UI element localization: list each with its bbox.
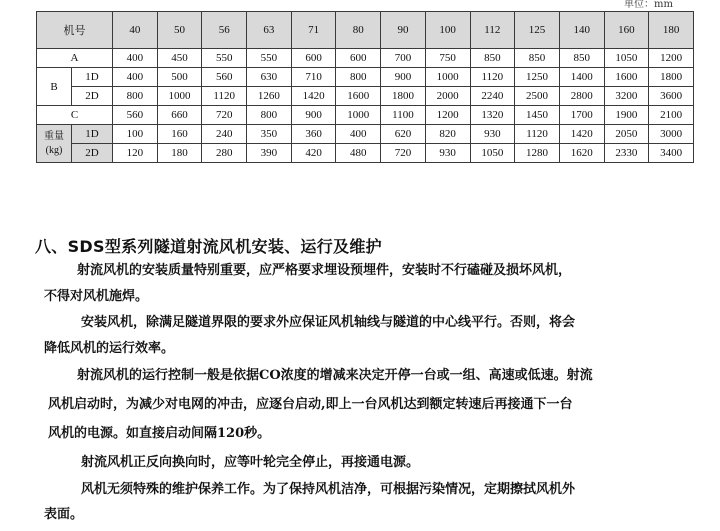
table-cell: 560 (113, 106, 158, 125)
table-cell: 3400 (649, 144, 694, 163)
table-cell: 1700 (559, 106, 604, 125)
size-cell: 71 (291, 12, 336, 49)
table-cell: 390 (247, 144, 292, 163)
table-cell: 1900 (604, 106, 649, 125)
table-cell: 400 (113, 49, 158, 68)
row-label-c: C (37, 106, 113, 125)
table-cell: 850 (470, 49, 515, 68)
table-row-b-2d (37, 87, 694, 106)
table-cell: 180 (157, 144, 202, 163)
table-cell: 2330 (604, 144, 649, 163)
table-cell: 900 (381, 68, 426, 87)
size-cell: 160 (604, 12, 649, 49)
paragraph-line: 射流风机的运行控制一般是依据CO浓度的增减来决定开停一台或一组、高速或低速。射流 (77, 368, 593, 383)
table-cell: 1000 (157, 87, 202, 106)
table-cell: 850 (559, 49, 604, 68)
table-cell: 350 (247, 125, 292, 144)
table-cell: 400 (113, 68, 158, 87)
row-label-a: A (37, 49, 113, 68)
table-cell: 1280 (515, 144, 560, 163)
size-cell: 56 (202, 12, 247, 49)
table-cell: 600 (291, 49, 336, 68)
table-cell: 1420 (559, 125, 604, 144)
table-cell: 930 (470, 125, 515, 144)
table-cell: 820 (425, 125, 470, 144)
table-cell: 1800 (649, 68, 694, 87)
row-label-weight (37, 125, 72, 163)
table-cell: 1200 (425, 106, 470, 125)
paragraph-line: 风机启动时，为减少对电网的冲击，应逐台启动,即上一台风机达到额定转速后再接通下一台 (48, 397, 573, 412)
table-cell: 720 (381, 144, 426, 163)
paragraph-line: 风机的电源。如直接启动间隔120秒。 (48, 426, 271, 441)
paragraph-line: 风机无须特殊的维护保养工作。为了保持风机洁净，可根据污染情况，定期擦拭风机外 (81, 482, 576, 497)
table-cell: 2500 (515, 87, 560, 106)
table-row-b-1d (37, 68, 694, 87)
table-cell: 630 (247, 68, 292, 87)
table-cell: 420 (291, 144, 336, 163)
table-row-weight-2d (37, 144, 694, 163)
table-cell: 1050 (604, 49, 649, 68)
table-cell: 720 (202, 106, 247, 125)
size-cell: 100 (425, 12, 470, 49)
table-cell: 750 (425, 49, 470, 68)
table-cell: 450 (157, 49, 202, 68)
table-cell: 480 (336, 144, 381, 163)
table-cell: 1120 (515, 125, 560, 144)
table-row-c (37, 106, 694, 125)
table-cell: 1450 (515, 106, 560, 125)
paragraph-line: 射流风机的安装质量特别重要，应严格要求埋设预埋件，安装时不行磕碰及损坏风机， (77, 263, 572, 278)
sub-label: 2D (72, 87, 113, 106)
header-label: 机号 (37, 12, 113, 49)
table-cell: 1120 (470, 68, 515, 87)
table-cell: 1100 (381, 106, 426, 125)
paragraph-line: 不得对风机施焊。 (44, 289, 149, 304)
table-row-a (37, 49, 694, 68)
table-cell: 3600 (649, 87, 694, 106)
size-cell: 40 (113, 12, 158, 49)
table-cell: 560 (202, 68, 247, 87)
table-cell: 850 (515, 49, 560, 68)
row-label-b: B (37, 68, 72, 106)
table-cell: 1000 (425, 68, 470, 87)
table-cell: 2100 (649, 106, 694, 125)
table-cell: 3200 (604, 87, 649, 106)
table-header-row (37, 12, 694, 49)
table-cell: 800 (247, 106, 292, 125)
size-cell: 63 (247, 12, 292, 49)
weight-unit: (kg) (45, 144, 63, 156)
table-cell: 550 (247, 49, 292, 68)
table-cell: 660 (157, 106, 202, 125)
table-cell: 1000 (336, 106, 381, 125)
table-cell: 2800 (559, 87, 604, 106)
table-cell: 900 (291, 106, 336, 125)
table-row-weight-1d (37, 125, 694, 144)
table-cell: 1320 (470, 106, 515, 125)
table-cell: 500 (157, 68, 202, 87)
size-cell: 90 (381, 12, 426, 49)
table-cell: 120 (113, 144, 158, 163)
size-cell: 125 (515, 12, 560, 49)
table-cell: 1620 (559, 144, 604, 163)
size-cell: 80 (336, 12, 381, 49)
table-cell: 930 (425, 144, 470, 163)
sub-label: 1D (72, 68, 113, 87)
table-cell: 1800 (381, 87, 426, 106)
table-cell: 3000 (649, 125, 694, 144)
table-cell: 2050 (604, 125, 649, 144)
sub-label: 1D (72, 125, 113, 144)
table-cell: 1120 (202, 87, 247, 106)
section-title: 八、SDS型系列隧道射流风机安装、运行及维护 (35, 237, 382, 256)
paragraph-line: 射流风机正反向换向时，应等叶轮完全停止，再接通电源。 (81, 455, 420, 470)
table-cell: 1260 (247, 87, 292, 106)
unit-label: 单位：mm (624, 0, 673, 10)
table-cell: 1400 (559, 68, 604, 87)
table-cell: 1050 (470, 144, 515, 163)
size-cell: 180 (649, 12, 694, 49)
size-cell: 140 (559, 12, 604, 49)
size-cell: 112 (470, 12, 515, 49)
paragraph-line: 表面。 (44, 507, 84, 522)
table-cell: 800 (113, 87, 158, 106)
table-cell: 800 (336, 68, 381, 87)
table-cell: 100 (113, 125, 158, 144)
table-cell: 600 (336, 49, 381, 68)
table-cell: 160 (157, 125, 202, 144)
table-cell: 1250 (515, 68, 560, 87)
paragraph-line: 安装风机，除满足隧道界限的要求外应保证风机轴线与隧道的中心线平行。否则，将会 (81, 315, 576, 330)
table-cell: 280 (202, 144, 247, 163)
table-cell: 550 (202, 49, 247, 68)
table-cell: 1600 (604, 68, 649, 87)
size-cell: 50 (157, 12, 202, 49)
table-cell: 710 (291, 68, 336, 87)
sub-label: 2D (72, 144, 113, 163)
table-cell: 1200 (649, 49, 694, 68)
table-cell: 240 (202, 125, 247, 144)
weight-label: 重量 (44, 130, 64, 142)
table-cell: 620 (381, 125, 426, 144)
table-cell: 360 (291, 125, 336, 144)
table-cell: 2240 (470, 87, 515, 106)
table-cell: 1420 (291, 87, 336, 106)
table-cell: 2000 (425, 87, 470, 106)
table-cell: 400 (336, 125, 381, 144)
table-cell: 1600 (336, 87, 381, 106)
paragraph-line: 降低风机的运行效率。 (44, 341, 175, 356)
dimension-table (36, 11, 694, 163)
table-cell: 700 (381, 49, 426, 68)
